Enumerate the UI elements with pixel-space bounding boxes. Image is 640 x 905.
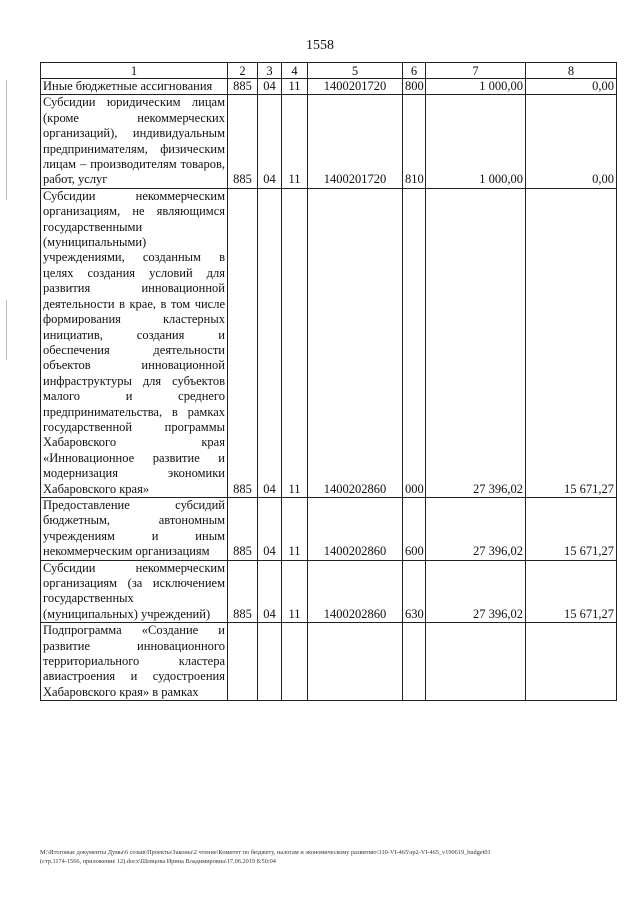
row-name: Иные бюджетные ассигнования — [41, 79, 228, 95]
cell-subsection: 11 — [282, 497, 308, 560]
cell-subsection: 11 — [282, 560, 308, 623]
cell-expense-type: 600 — [403, 497, 426, 560]
cell-section: 04 — [258, 497, 282, 560]
header-col-3: 3 — [258, 63, 282, 79]
table-row — [41, 95, 617, 188]
footer-line-1: М:\Итоговые документы Думы\6 созыв\Проекты\Законы\2 чтение\Комитет по бюджету, налогам и экономическому развитию\310-VI-465\зр2-VI-465_v190619_budget01 — [40, 849, 491, 856]
cell-subsection: 11 — [282, 188, 308, 497]
header-col-6: 6 — [403, 63, 426, 79]
cell-amount-7: 27 396,02 — [426, 497, 526, 560]
cell-ministry — [228, 623, 258, 701]
header-col-7: 7 — [426, 63, 526, 79]
cell-subsection — [282, 623, 308, 701]
row-name: Субсидии юридическим лицам (кроме некоммерческих организаций), индивидуальным предпринимателям, физическим лицам – производителям товаров, работ, услуг — [41, 95, 228, 188]
cell-ministry: 885 — [228, 497, 258, 560]
cell-target-article: 1400202860 — [308, 560, 403, 623]
cell-target-article: 1400202860 — [308, 188, 403, 497]
cell-ministry: 885 — [228, 188, 258, 497]
scan-edge-mark-bottom — [6, 300, 7, 360]
cell-amount-8: 15 671,27 — [526, 560, 617, 623]
cell-expense-type — [403, 623, 426, 701]
cell-ministry: 885 — [228, 560, 258, 623]
cell-section — [258, 623, 282, 701]
cell-amount-8: 15 671,27 — [526, 497, 617, 560]
cell-amount-8 — [526, 623, 617, 701]
row-name: Субсидии некоммерческим организациям, не являющимся государственными (муниципальными) учреждениями, созданным в целях создания условий для развития инновационной деятельности в крае, в том числе формирования кластерных инициатив, создания и обеспечения деятельности объектов инновационной инфраструктуры для субъектов малого и среднего предпринимательства, в рамках государственной программы Хабаровского края «Инновационное развитие и модернизация экономики Хабаровского края» — [41, 188, 228, 497]
cell-ministry: 885 — [228, 95, 258, 188]
budget-table — [40, 62, 617, 701]
scan-edge-mark-top — [6, 80, 7, 200]
header-col-1: 1 — [41, 63, 228, 79]
cell-amount-8: 15 671,27 — [526, 188, 617, 497]
table-row — [41, 188, 617, 497]
cell-ministry: 885 — [228, 79, 258, 95]
file-path-footer — [40, 848, 620, 866]
cell-target-article: 1400201720 — [308, 79, 403, 95]
table-row — [41, 497, 617, 560]
cell-expense-type: 800 — [403, 79, 426, 95]
cell-amount-8: 0,00 — [526, 95, 617, 188]
cell-amount-8: 0,00 — [526, 79, 617, 95]
cell-amount-7: 27 396,02 — [426, 188, 526, 497]
cell-subsection: 11 — [282, 95, 308, 188]
cell-amount-7 — [426, 623, 526, 701]
footer-line-2: (стр.1174-1566, приложение 12).docx\Шевцова Ирина Владимировна\17.06.2019 8:50:04 — [40, 858, 276, 865]
header-col-4: 4 — [282, 63, 308, 79]
header-row — [41, 63, 617, 79]
header-col-5: 5 — [308, 63, 403, 79]
cell-target-article: 1400202860 — [308, 497, 403, 560]
page-number: 1558 — [306, 38, 334, 53]
cell-amount-7: 1 000,00 — [426, 79, 526, 95]
cell-section: 04 — [258, 95, 282, 188]
cell-expense-type: 000 — [403, 188, 426, 497]
cell-amount-7: 27 396,02 — [426, 560, 526, 623]
cell-section: 04 — [258, 79, 282, 95]
table-row — [41, 623, 617, 701]
cell-target-article — [308, 623, 403, 701]
row-name: Предоставление субсидий бюджетным, автономным учреждениям и иным некоммерческим организациям — [41, 497, 228, 560]
header-col-2: 2 — [228, 63, 258, 79]
row-name: Подпрограмма «Создание и развитие инновационного территориального кластера авиастроения и судостроения Хабаровского края» в рамках — [41, 623, 228, 701]
cell-subsection: 11 — [282, 79, 308, 95]
row-name: Субсидии некоммерческим организациям (за исключением государственных (муниципальных) учреждений) — [41, 560, 228, 623]
cell-expense-type: 630 — [403, 560, 426, 623]
cell-target-article: 1400201720 — [308, 95, 403, 188]
header-col-8: 8 — [526, 63, 617, 79]
cell-section: 04 — [258, 188, 282, 497]
table-row — [41, 560, 617, 623]
cell-section: 04 — [258, 560, 282, 623]
table-row — [41, 79, 617, 95]
cell-expense-type: 810 — [403, 95, 426, 188]
cell-amount-7: 1 000,00 — [426, 95, 526, 188]
